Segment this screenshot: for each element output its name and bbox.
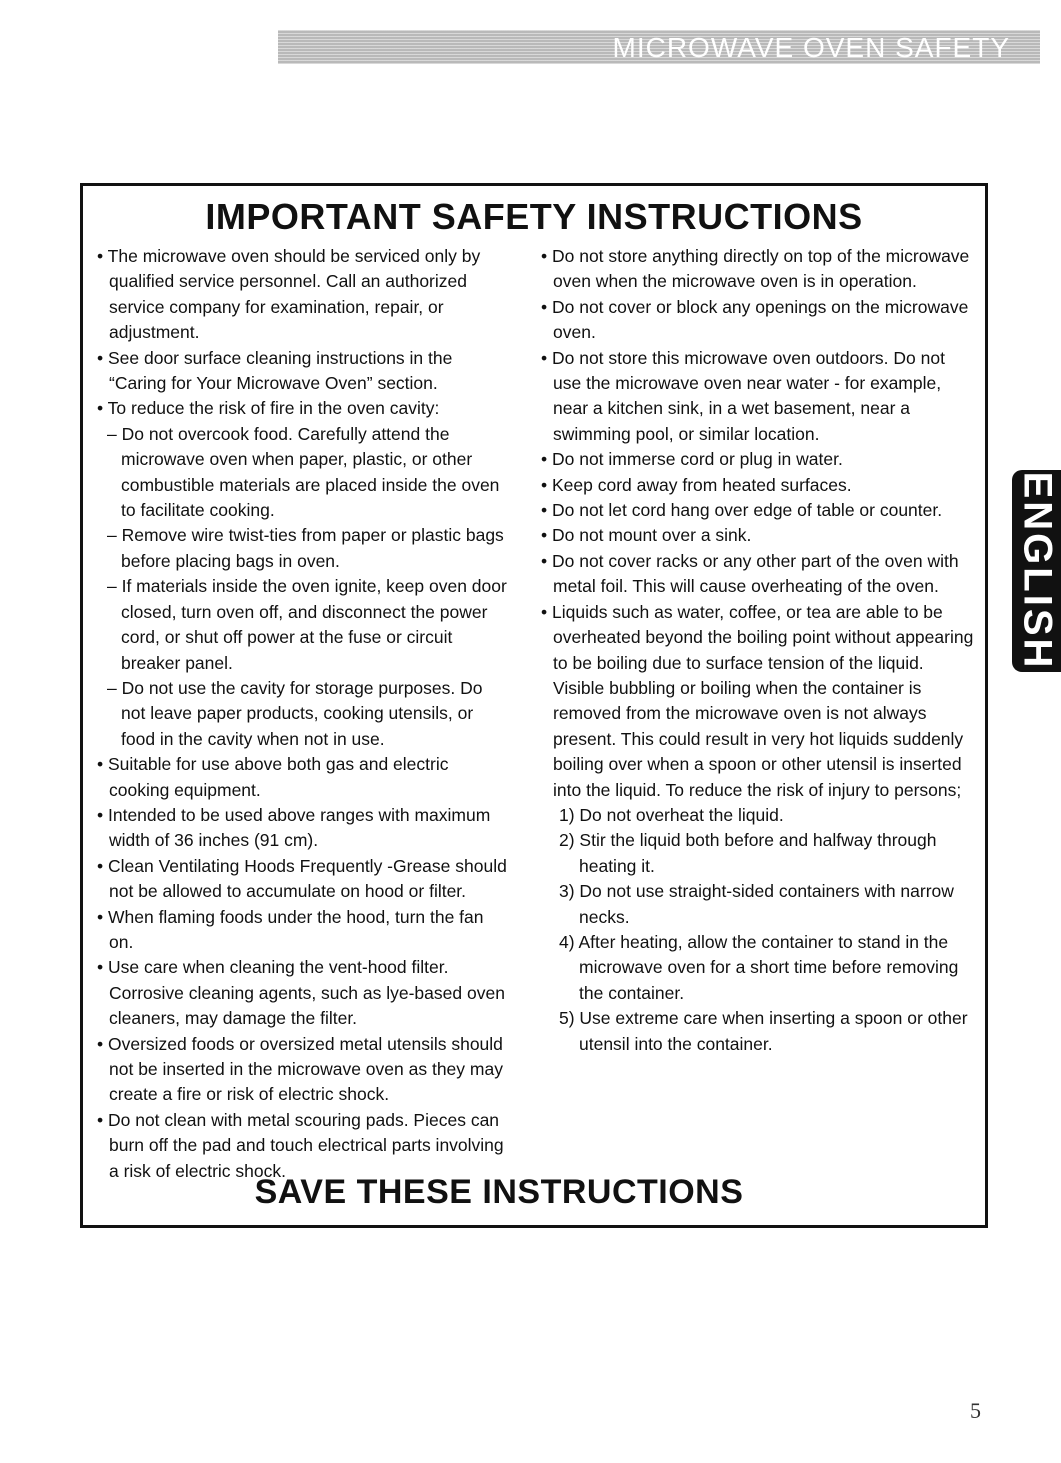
numbered-step: 4) After heating, allow the container to stand in the microwave oven for a short time before removing the container. [559, 931, 959, 1003]
instruction-item: • The microwave oven should be serviced only by qualified service personnel. Call an authorized service company for examination, repair, or adjustment. [97, 246, 481, 343]
instruction-item: • Do not immerse cord or plug in water. [541, 449, 843, 470]
instruction-item: • Do not store this microwave oven outdoors. Do not use the microwave oven near water - for example, near a kitchen sink, in a wet basement, near a swimming pool, or similar location. [541, 347, 945, 444]
instruction-item: • Suitable for use above both gas and electric cooking equipment. [97, 754, 449, 800]
page-number: 5 [970, 1398, 981, 1423]
section-header-title: MICROWAVE OVEN SAFETY [612, 32, 1010, 63]
numbered-step: 1) Do not overheat the liquid. [559, 804, 784, 825]
right-column [535, 244, 975, 1057]
instruction-subitem: – Remove wire twist-ties from paper or plastic bags before placing bags in oven. [107, 525, 504, 571]
instruction-item: • Do not mount over a sink. [541, 525, 752, 546]
instruction-item: • Intended to be used above ranges with maximum width of 36 inches (91 cm). [97, 804, 491, 851]
instruction-subitem: – If materials inside the oven ignite, keep oven door closed, turn oven off, and disconnect the power cord, or shut off power at the fuse or circuit breaker panel. [107, 576, 507, 673]
main-title: IMPORTANT SAFETY INSTRUCTIONS [205, 196, 863, 237]
section-header-band [278, 30, 1040, 64]
safety-instructions-box [80, 183, 988, 1228]
language-tab-label: ENGLISH [1015, 471, 1059, 671]
instruction-item: • Do not cover or block any openings on the microwave oven. [541, 296, 969, 343]
instruction-item: • To reduce the risk of fire in the oven cavity: [97, 398, 440, 419]
instruction-item: • Do not store anything directly on top of the microwave oven when the microwave oven is in operation. [541, 246, 970, 292]
left-column [91, 244, 511, 1184]
instruction-item: • Keep cord away from heated surfaces. [541, 474, 852, 495]
footer-title: SAVE THESE INSTRUCTIONS [254, 1173, 744, 1211]
numbered-step: 2) Stir the liquid both before and halfway through heating it. [559, 830, 937, 876]
instruction-item: • See door surface cleaning instructions in the “Caring for Your Microwave Oven” section. [97, 347, 453, 394]
numbered-step: 5) Use extreme care when inserting a spoon or other utensil into the container. [559, 1008, 968, 1054]
instruction-item: • Do not let cord hang over edge of table or counter. [541, 500, 943, 521]
instruction-subitem: – Do not use the cavity for storage purposes. Do not leave paper products, cooking utensils, or food in the cavity when not in use. [107, 677, 483, 749]
instruction-item: • When flaming foods under the hood, turn the fan on. [97, 906, 484, 952]
instruction-item: • Use care when cleaning the vent-hood filter. Corrosive cleaning agents, such as lye-based oven cleaners, may damage the filter. [97, 957, 505, 1029]
instruction-item: • Liquids such as water, coffee, or tea are able to be overheated beyond the boiling point without appearing to be boiling due to surface tension of the liquid. Visible bubbling or boiling when the container is removed from the microwave oven is not always present. This could result in very hot liquids suddenly boiling over when a spoon or other utensil is inserted into the liquid. To reduce the risk of injury to persons; [541, 601, 974, 800]
instruction-item: • Oversized foods or oversized metal utensils should not be inserted in the microwave oven as they may create a fire or risk of electric shock. [97, 1033, 503, 1105]
numbered-step: 3) Do not use straight-sided containers with narrow necks. [559, 881, 954, 927]
language-tab [1012, 470, 1061, 672]
instruction-item: • Do not clean with metal scouring pads. Pieces can burn off the pad and touch electrical parts involving a risk of electric shock. [97, 1109, 504, 1181]
instruction-subitem: – Do not overcook food. Carefully attend the microwave oven when paper, plastic, or other combustible materials are placed inside the oven to facilitate cooking. [107, 423, 500, 521]
instruction-item: • Clean Ventilating Hoods Frequently -Grease should not be allowed to accumulate on hood or filter. [97, 855, 507, 902]
instruction-item: • Do not cover racks or any other part of the oven with metal foil. This will cause overheating of the oven. [541, 550, 959, 597]
